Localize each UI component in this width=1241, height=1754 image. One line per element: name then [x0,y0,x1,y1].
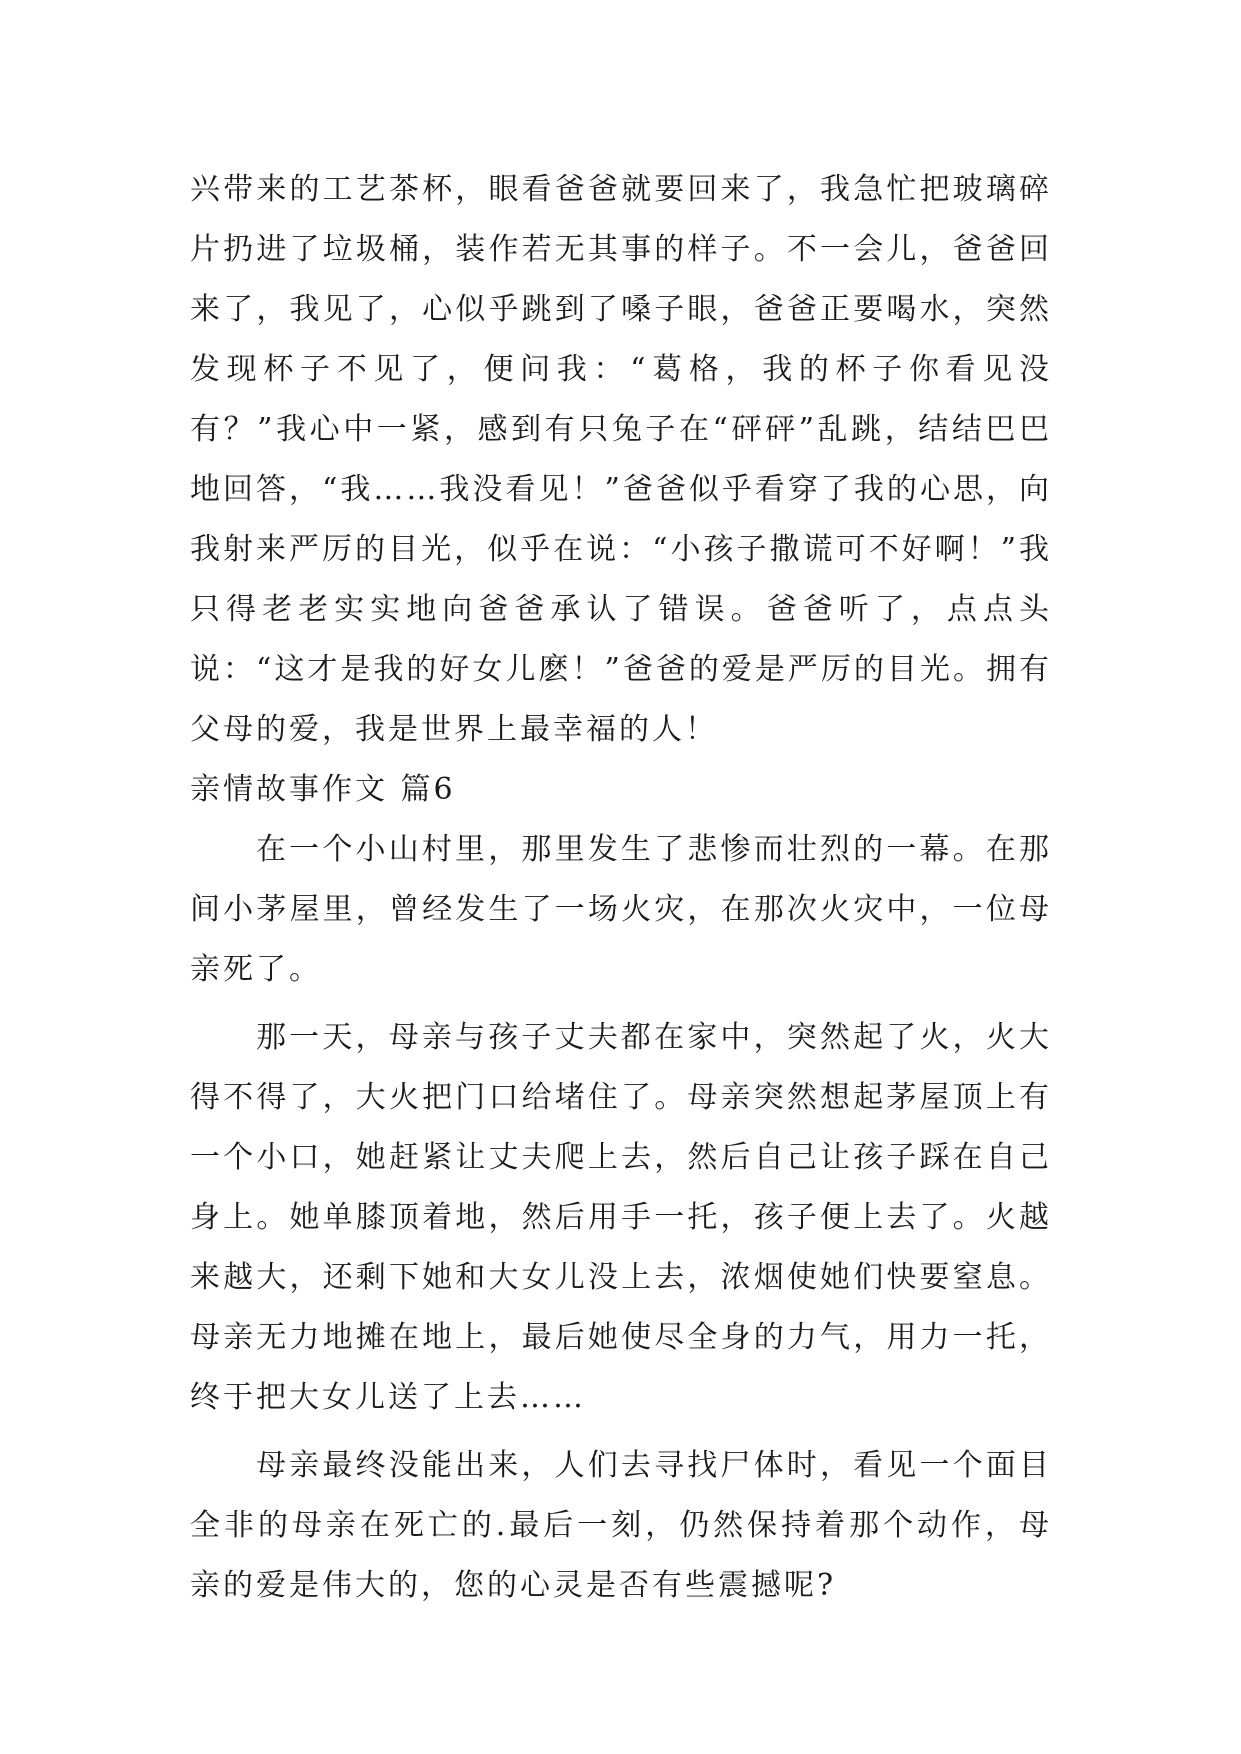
continuation-paragraph: 兴带来的工艺茶杯，眼看爸爸就要回来了，我急忙把玻璃碎片扔进了垃圾桶，装作若无其事的样子。不一会儿，爸爸回来了，我见了，心似乎跳到了嗓子眼，爸爸正要喝水，突然发现杯子不见了，便问我：“葛格，我的杯子你看见没有？”我心中一紧，感到有只兔子在“砰砰”乱跳，结结巴巴地回答，“我……我没看见！”爸爸似乎看穿了我的心思，向我射来严厉的目光，似乎在说：“小孩子撒谎可不好啊！”我只得老老实实地向爸爸承认了错误。爸爸听了，点点头说：“这才是我的好女儿麽！”爸爸的爱是严厉的目光。拥有父母的爱，我是世界上最幸福的人！ [190,172,1052,747]
paragraph-1: 在一个小山村里，那里发生了悲惨而壮烈的一幕。在那间小茅屋里，曾经发生了一场火灾，在那次火灾中，一位母亲死了。 [190,832,1052,987]
paragraph-3: 母亲最终没能出来，人们去寻找尸体时，看见一个面目全非的母亲在死亡的.最后一刻，仍然保持着那个动作，母亲的爱是伟大的，您的心灵是否有些震撼呢? [190,1448,1052,1603]
document-body [190,160,1052,1616]
paragraph-2: 那一天，母亲与孩子丈夫都在家中，突然起了火，火大得不得了，大火把门口给堵住了。母亲突然想起茅屋顶上有一个小口，她赶紧让丈夫爬上去，然后自己让孩子踩在自己身上。她单膝顶着地，然后用手一托，孩子便上去了。火越来越大，还剩下她和大女儿没上去，浓烟使她们快要窒息。母亲无力地摊在地上，最后她使尽全身的力气，用力一托，终于把大女儿送了上去…… [190,1020,1052,1415]
section-heading: 亲情故事作文 篇6 [190,772,456,807]
